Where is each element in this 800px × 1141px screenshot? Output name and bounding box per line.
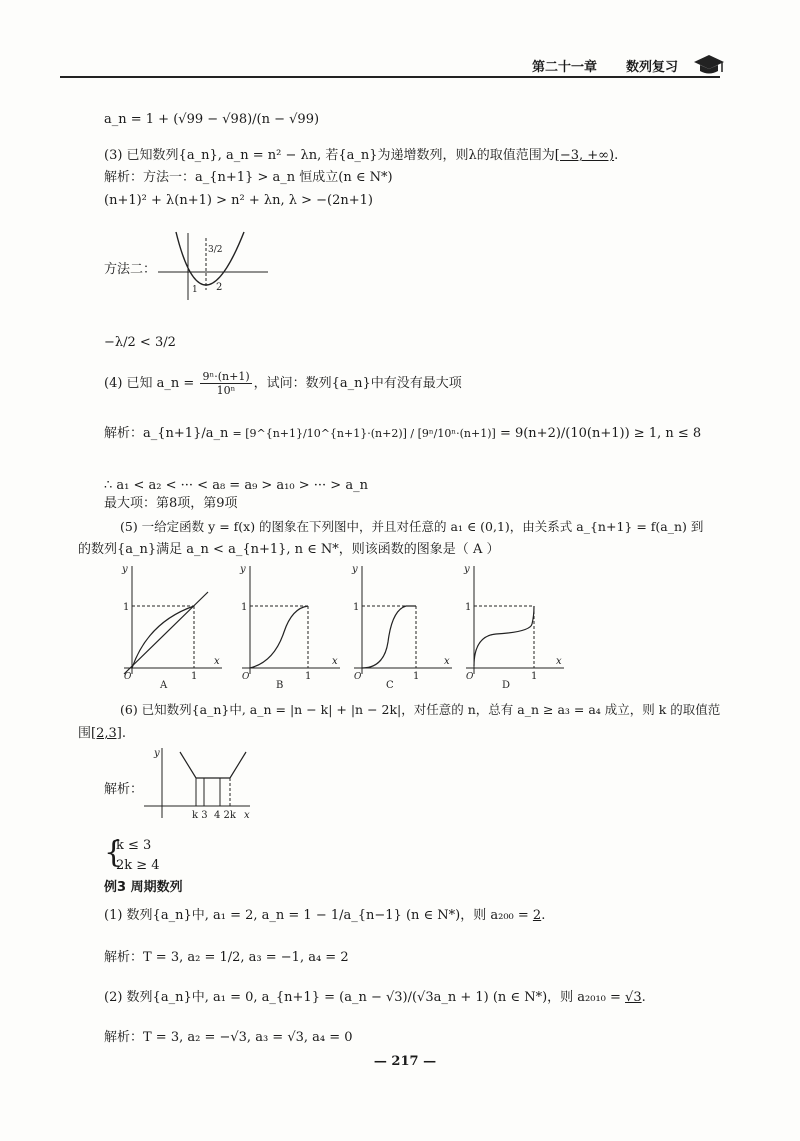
solution-3-method1: 解析：方法一：a_{n+1} > a_n 恒成立(n ∈ N*) [104, 170, 393, 185]
solution-4-chain: ∴ a₁ < a₂ < ··· < a₈ = a₉ > a₁₀ > ··· > a_n [104, 478, 368, 493]
question-e3-1-answer: 2 [532, 908, 542, 923]
graph-b-y: y [240, 564, 246, 575]
question-e3-2-end: . [641, 990, 646, 1005]
question-6-line1: (6) 已知数列{a_n}中, a_n = |n − k| + |n − 2k|，对任意的 n，总有 a_n ≥ a₃ = a₄ 成立，则 k 的取值范 [120, 702, 721, 717]
graph-a-x: x [214, 656, 220, 667]
example-3-title: 例3 周期数列 [104, 880, 183, 895]
question-e3-2 [104, 990, 646, 1006]
graph-b-one-x: 1 [305, 671, 312, 682]
graph-b-label: B [276, 680, 284, 690]
solution-e3-1: 解析：T = 3, a₂ = 1/2, a₃ = −1, a₄ = 2 [104, 950, 349, 965]
graph-b-one-y: 1 [241, 602, 248, 613]
graph-a-one-y: 1 [123, 602, 130, 613]
question-3-end: . [614, 148, 619, 163]
graduation-cap-icon [692, 52, 726, 76]
label-one: 1 [192, 285, 198, 295]
solution-4-ratio-right: = 9(n+2)/(10(n+1)) ≥ 1, n ≤ 8 [499, 426, 702, 441]
graph-a-label: A [160, 680, 168, 690]
question-e3-2-answer: √3 [625, 990, 642, 1005]
graph-c [348, 562, 458, 690]
graph-d-origin: O [466, 672, 474, 682]
page-number: — 217 — [373, 1054, 437, 1069]
question-4-end: ，试问：数列{a_n}中有没有最大项 [253, 376, 462, 391]
solution-4-label: 解析： [104, 426, 144, 441]
system-line-1: k ≤ 3 [116, 838, 152, 853]
graph-d-label: D [502, 680, 511, 690]
graph-d [460, 562, 570, 690]
abs-graph-ticks: k 3 4 2k [192, 810, 236, 821]
graph-a-y: y [122, 564, 128, 575]
question-3-text: (3) 已知数列{a_n}, a_n = n² − λn, 若{a_n}为递增数列，则λ的取值范围为 [104, 148, 555, 163]
graph-a-one-x: 1 [191, 671, 198, 682]
question-e3-1-text: (1) 数列{a_n}中, a₁ = 2, a_n = 1 − 1/a_{n−1} (n ∈ N*)，则 a₂₀₀ = [104, 908, 533, 923]
abs-graph-x: x [244, 810, 250, 821]
graph-c-y: y [352, 564, 358, 575]
question-e3-1 [104, 908, 545, 924]
solution-4-ratio-mid: = [9^{n+1}/10^{n+1}·(n+2)] / [9ⁿ/10ⁿ·(n+1)] [232, 427, 496, 440]
question-5-line1: (5) 一给定函数 y = f(x) 的图象在下列图中，并且对任意的 a₁ ∈ (0,1)，由关系式 a_{n+1} = f(a_n) 到 [120, 519, 704, 534]
question-4-fraction [200, 370, 251, 397]
solution-3-result: −λ/2 < 3/2 [104, 335, 176, 350]
question-3-answer: [−3, +∞) [554, 148, 615, 163]
graph-c-one-y: 1 [353, 602, 360, 613]
graph-c-x: x [444, 656, 450, 667]
fraction-denominator: 10ⁿ [216, 384, 236, 397]
graph-d-one-x: 1 [531, 671, 538, 682]
formula-an: a_n = 1 + (√99 − √98)/(n − √99) [104, 112, 320, 127]
label-three-halves: 3/2 [208, 245, 223, 255]
function-graphs-row [118, 562, 678, 692]
question-6-line2 [78, 726, 126, 742]
graph-d-x: x [556, 656, 562, 667]
method2-label: 方法二： [104, 262, 157, 277]
abs-graph-y: y [154, 748, 160, 759]
header-rule [60, 76, 720, 78]
solution-4-answer: 最大项：第8项，第9项 [104, 496, 238, 511]
question-6-wei: 围 [78, 726, 92, 741]
graph-c-origin: O [354, 672, 362, 682]
abs-value-graph [140, 744, 270, 824]
graph-b-origin: O [242, 672, 250, 682]
header-section: 数列复习 [626, 60, 679, 75]
parabola-graph [158, 228, 268, 308]
header-chapter: 第二十一章 [532, 60, 598, 75]
solution-4-ratio-left: a_{n+1}/a_n [143, 426, 229, 441]
graph-b-x: x [332, 656, 338, 667]
question-e3-2-text: (2) 数列{a_n}中, a₁ = 0, a_{n+1} = (a_n − √3)/(√3a_n + 1) (n ∈ N*)，则 a₂₀₁₀ = [104, 990, 626, 1005]
question-6-answer: [2,3] [91, 726, 122, 741]
system-line-2: 2k ≥ 4 [116, 858, 160, 873]
solution-6-label: 解析： [104, 782, 144, 797]
question-4-text: (4) 已知 a_n = [104, 376, 199, 391]
question-5-line2: 的数列{a_n}满足 a_n < a_{n+1}, n ∈ N*，则该函数的图象是（ A ） [78, 542, 500, 557]
solution-3-inequality: (n+1)² + λ(n+1) > n² + λn, λ > −(2n+1) [104, 193, 373, 208]
question-6-end: . [121, 726, 126, 741]
question-4 [104, 370, 462, 397]
system-brace: { [104, 835, 124, 870]
solution-e3-2: 解析：T = 3, a₂ = −√3, a₃ = √3, a₄ = 0 [104, 1030, 353, 1045]
question-3 [104, 148, 618, 164]
question-e3-1-end: . [541, 908, 546, 923]
graph-b [236, 562, 346, 690]
graph-d-y: y [464, 564, 470, 575]
graph-d-one-y: 1 [465, 602, 472, 613]
label-two: 2 [216, 282, 223, 293]
graph-a-origin: O [124, 672, 132, 682]
graph-c-label: C [386, 680, 394, 690]
fraction-numerator: 9ⁿ·(n+1) [202, 370, 250, 383]
graph-a [118, 562, 228, 690]
solution-4-ratio [104, 426, 701, 442]
graph-c-one-x: 1 [413, 671, 420, 682]
page-header [60, 52, 740, 78]
